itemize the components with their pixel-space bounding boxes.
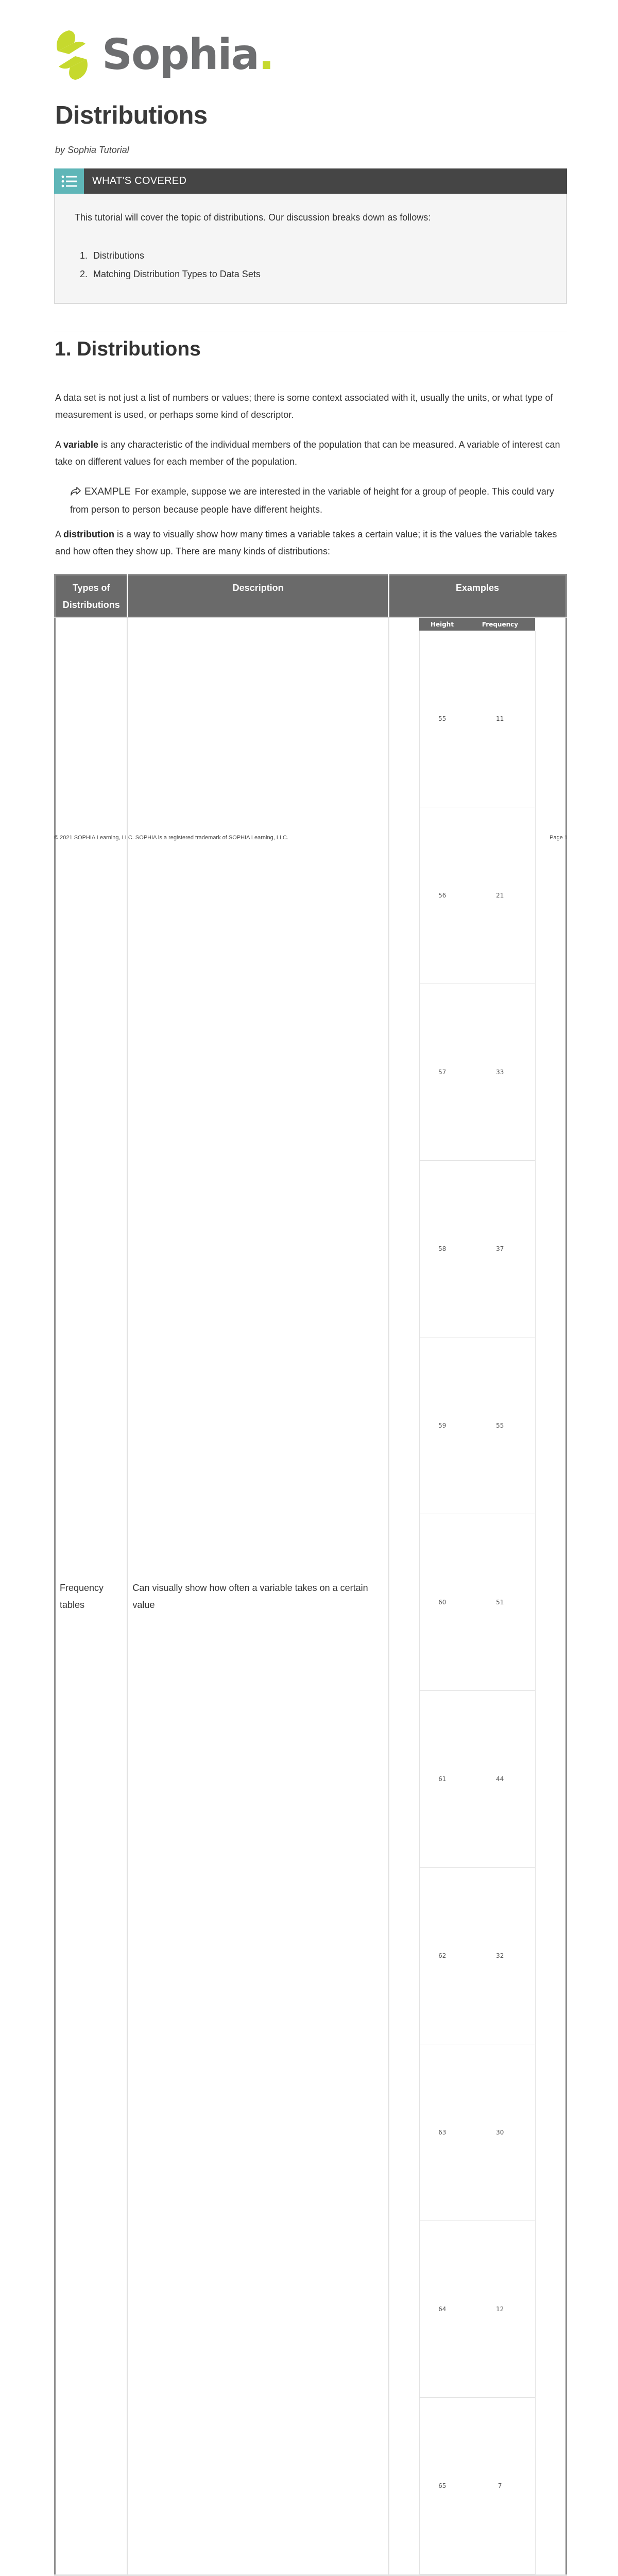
- frequency-cell: 55: [465, 1337, 536, 1514]
- footer-page-number: Page 1: [550, 835, 568, 841]
- table-row: [55, 618, 566, 2575]
- paragraph-distribution: A distribution is a way to visually show how many times a variable takes a certain value; it is the values the variable takes and how often they show up. There are many kinds of distributions:: [55, 526, 568, 560]
- sophia-logo: [54, 27, 273, 83]
- table-row: [419, 1514, 535, 1691]
- frequency-table: [419, 618, 536, 2574]
- height-cell: 64: [419, 2221, 465, 2398]
- column-header-types: Types of Distributions: [55, 575, 128, 618]
- document-page: [0, 0, 618, 875]
- frequency-cell: 51: [465, 1514, 536, 1691]
- section-title: 1. Distributions: [55, 338, 201, 361]
- paragraph-variable: A variable is any characteristic of the individual members of the population that can be measured. A variable of interest can take on different values for each member of the population.: [55, 436, 568, 470]
- height-cell: 55: [419, 631, 465, 807]
- frequency-header-row: [419, 618, 535, 631]
- sophia-logo-icon: [54, 28, 91, 82]
- whats-covered-intro: This tutorial will cover the topic of distributions. Our discussion breaks down as follows:: [75, 212, 431, 223]
- height-cell: 65: [419, 2398, 465, 2574]
- height-cell: 62: [419, 1868, 465, 2044]
- example-arrow-icon: [70, 486, 81, 496]
- table-row: [419, 631, 535, 807]
- example-text: For example, suppose we are interested in the variable of height for a group of people. This could vary from person to person because people have different heights.: [70, 486, 554, 515]
- term-variable: variable: [63, 439, 98, 450]
- document-title: Distributions: [55, 101, 208, 130]
- term-distribution: distribution: [63, 529, 114, 539]
- column-header-description: Description: [128, 575, 389, 618]
- type-cell: Frequency tables: [55, 618, 128, 2575]
- sophia-wordmark: Sophia.: [102, 34, 273, 76]
- frequency-cell: 32: [465, 1868, 536, 2044]
- paragraph-data-set: A data set is not just a list of numbers or values; there is some context associated with it, usually the units, or what type of measurement is used, or perhaps some kind of descriptor.: [55, 389, 568, 423]
- frequency-cell: 37: [465, 1161, 536, 1337]
- height-cell: 56: [419, 807, 465, 984]
- frequency-header-frequency: Frequency: [465, 618, 536, 631]
- table-header-row: [55, 575, 566, 618]
- covered-list: [80, 246, 261, 283]
- height-cell: 59: [419, 1337, 465, 1514]
- height-cell: 60: [419, 1514, 465, 1691]
- frequency-header-height: Height: [419, 618, 465, 631]
- list-item: 1. Distributions: [80, 246, 261, 265]
- height-cell: 57: [419, 984, 465, 1161]
- list-icon: [54, 168, 84, 194]
- distribution-types-table: [54, 574, 567, 2576]
- frequency-cell: 33: [465, 984, 536, 1161]
- column-header-examples: Examples: [388, 575, 566, 618]
- frequency-cell: 7: [465, 2398, 536, 2574]
- table-row: [419, 1868, 535, 2044]
- example-callout: [70, 483, 568, 518]
- frequency-cell: 21: [465, 807, 536, 984]
- frequency-cell: 11: [465, 631, 536, 807]
- byline: by Sophia Tutorial: [55, 145, 129, 156]
- table-row: [419, 2221, 535, 2398]
- height-cell: 61: [419, 1691, 465, 1868]
- footer-copyright: © 2021 SOPHIA Learning, LLC. SOPHIA is a registered trademark of SOPHIA Learning, LLC.: [54, 835, 288, 841]
- examples-cell: [388, 618, 566, 2575]
- table-row: [419, 807, 535, 984]
- whats-covered-header: [54, 168, 567, 194]
- frequency-cell: 30: [465, 2044, 536, 2221]
- example-label: EXAMPLE: [84, 486, 131, 497]
- height-cell: 63: [419, 2044, 465, 2221]
- table-row: [419, 1337, 535, 1514]
- height-cell: 58: [419, 1161, 465, 1337]
- table-row: [419, 2044, 535, 2221]
- table-row: [419, 1161, 535, 1337]
- table-row: [419, 2398, 535, 2574]
- whats-covered-label: WHAT'S COVERED: [92, 175, 186, 187]
- whats-covered-body: [54, 194, 567, 304]
- list-item: 2. Matching Distribution Types to Data Sets: [80, 265, 261, 283]
- frequency-cell: 44: [465, 1691, 536, 1868]
- table-row: [419, 984, 535, 1161]
- frequency-cell: 12: [465, 2221, 536, 2398]
- table-row: [419, 1691, 535, 1868]
- whats-covered-box: [54, 168, 567, 304]
- description-cell: Can visually show how often a variable takes on a certain value: [128, 618, 389, 2575]
